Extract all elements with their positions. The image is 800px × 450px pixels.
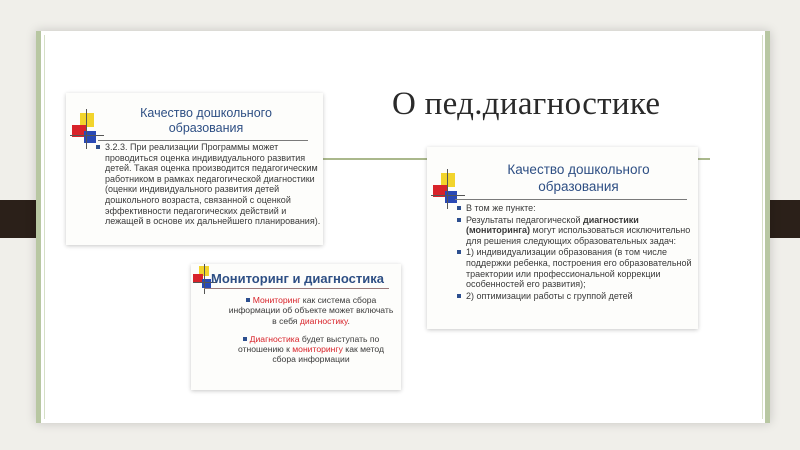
item-text: 3.2.3. При реализации Программы может проводиться оценка индивидуального развития детей. Такая оценка производится педагогическим работником в рамках педагогической диагностики (оценки индивидуального развития детей дошкольного возраста, связанной с оценкой эффективности педагогических действий и лежащей в основе их дальнейшего планирования).	[105, 142, 321, 227]
item-text: 2) оптимизации работы с группой детей	[466, 290, 633, 301]
item-text: как система сбора информации об объекте может включать в себя	[228, 295, 394, 326]
card-heading: Мониторинг и диагностика	[211, 271, 384, 286]
list-item	[457, 291, 693, 302]
highlight-text: Диагностика	[249, 333, 300, 344]
list-item	[96, 142, 321, 227]
item-text: будет выступать по отношению к	[237, 333, 380, 355]
slide-inner-line-right	[762, 35, 763, 419]
item-text: В том же пункте:	[466, 203, 536, 213]
list-item	[226, 295, 396, 326]
bullet-icon	[457, 294, 461, 298]
item-text: как метод сбора информации	[272, 344, 384, 365]
slide-edge-right	[765, 31, 770, 423]
card-body	[457, 203, 693, 302]
card-heading: Качество дошкольного образования	[507, 162, 650, 194]
list-item	[457, 215, 693, 247]
item-text: 1) индивидуализации образования (в том числе поддержки ребенка, построения его образовательной траектории или профессиональной коррекции особенностей его развития);	[466, 247, 692, 290]
item-text-bold: диагностики (мониторинга)	[466, 214, 639, 236]
slide-edge-left	[36, 31, 41, 423]
item-text: Результаты педагогической	[466, 214, 584, 225]
quality-card-2	[427, 147, 698, 329]
card-divider	[455, 199, 687, 200]
bullet-icon	[96, 145, 100, 149]
bullet-icon	[246, 298, 250, 302]
card-divider	[204, 288, 389, 289]
card-divider	[98, 140, 308, 141]
bullet-icon	[457, 250, 461, 254]
list-item	[457, 247, 693, 289]
slide-title: О пед.диагностике	[392, 86, 661, 122]
quality-card-1	[66, 93, 323, 245]
card-body	[226, 295, 396, 373]
item-text: .	[347, 315, 350, 326]
card-body	[96, 142, 321, 228]
highlight-text: мониторингу	[292, 344, 343, 355]
bullet-icon	[457, 206, 461, 210]
slide-inner-line-left	[44, 35, 45, 419]
card-heading: Качество дошкольного образования	[140, 106, 272, 135]
bullet-icon	[457, 218, 461, 222]
highlight-text: диагностику	[299, 315, 348, 326]
list-item	[226, 334, 396, 365]
bullet-icon	[243, 337, 247, 341]
monitoring-card	[191, 264, 401, 390]
highlight-text: Мониторинг	[252, 295, 301, 305]
item-text: могут использоваться исключительно для решения следующих образовательных задач:	[466, 225, 691, 246]
list-item	[457, 203, 693, 214]
